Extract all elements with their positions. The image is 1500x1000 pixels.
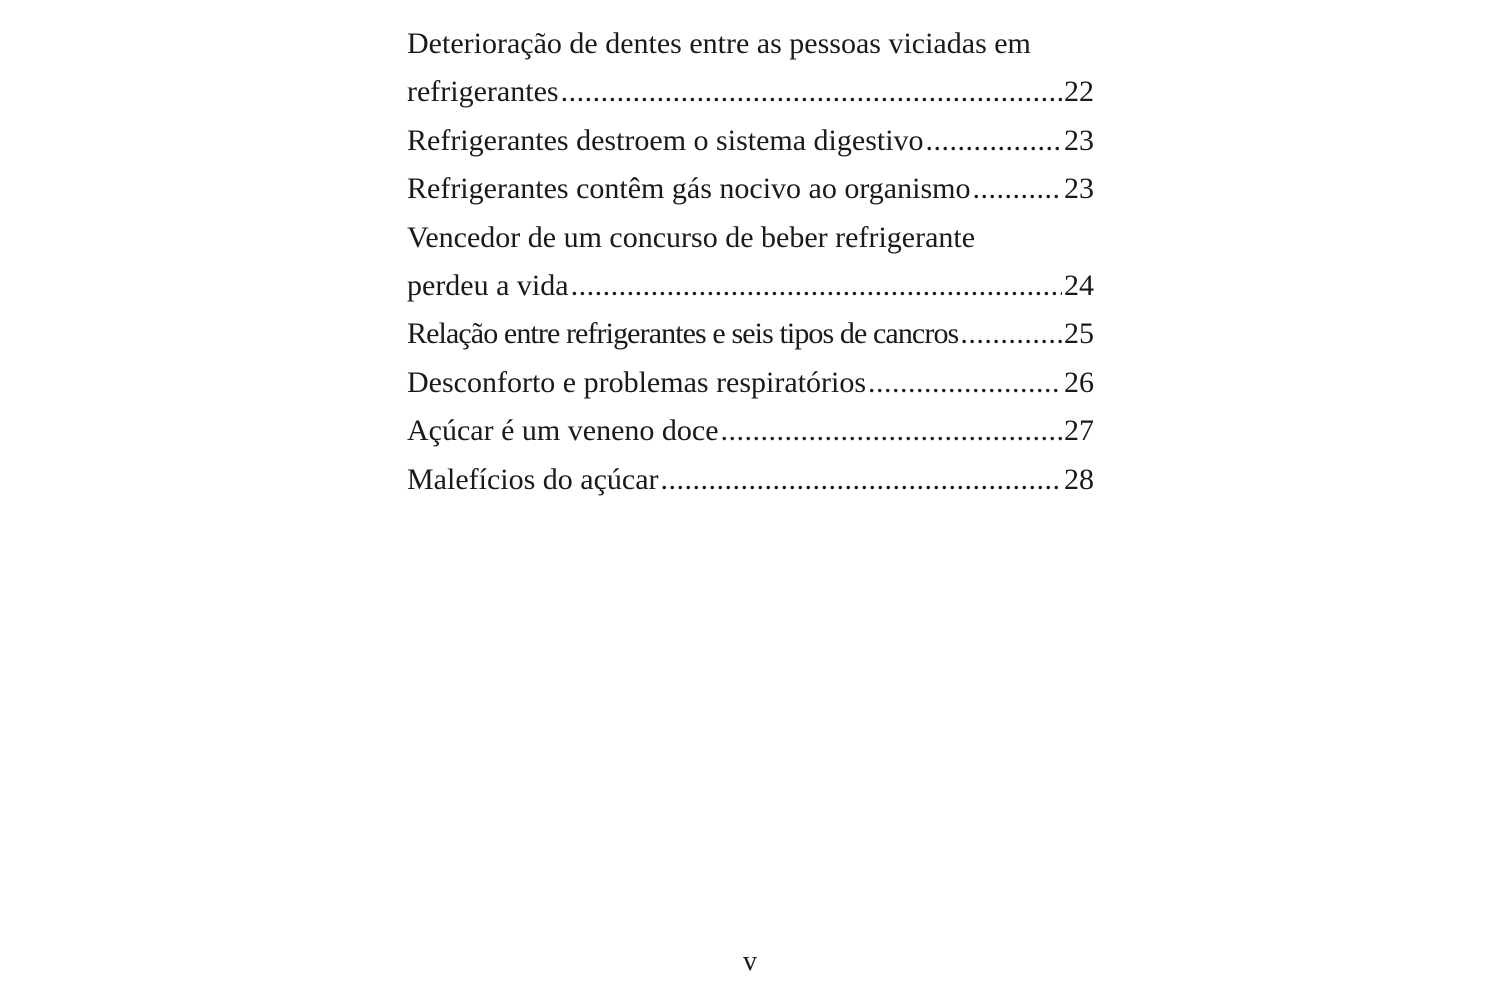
toc-entry-title: Relação entre refrigerantes e seis tipos de cancros — [407, 317, 959, 351]
page-number: v — [743, 946, 757, 977]
toc-entry-title: Refrigerantes contêm gás nocivo ao organismo — [407, 172, 971, 206]
toc-page-number: 24 — [1064, 268, 1094, 302]
toc-page-number: 27 — [1064, 414, 1094, 448]
toc-entry — [407, 117, 1094, 165]
toc-entry — [407, 214, 1094, 311]
toc-page-number: 26 — [1064, 365, 1094, 399]
toc-page-number: 25 — [1064, 317, 1094, 351]
toc-line — [407, 456, 1094, 504]
toc-page-number: 22 — [1064, 75, 1094, 109]
dot-leader — [972, 165, 1062, 213]
toc-page-number: 23 — [1064, 172, 1094, 206]
toc-entry-title: Açúcar é um veneno doce — [407, 414, 719, 448]
table-of-contents — [407, 20, 1094, 504]
toc-entry — [407, 456, 1094, 504]
dot-leader — [721, 407, 1062, 455]
toc-entry-title: perdeu a vida — [407, 268, 569, 302]
toc-line — [407, 310, 1094, 358]
toc-entry — [407, 20, 1094, 117]
toc-entry-title: Refrigerantes destroem o sistema digestivo — [407, 123, 924, 157]
toc-entry — [407, 165, 1094, 213]
dot-leader — [661, 456, 1062, 504]
toc-entry-title: refrigerantes — [407, 75, 559, 109]
toc-line — [407, 68, 1094, 116]
dot-leader — [561, 68, 1062, 116]
toc-entry — [407, 310, 1094, 358]
toc-page-number: 28 — [1064, 462, 1094, 496]
toc-line — [407, 20, 1094, 68]
toc-entry-title: Malefícios do açúcar — [407, 462, 659, 496]
toc-line — [407, 165, 1094, 213]
dot-leader — [960, 310, 1062, 358]
toc-line — [407, 214, 1094, 262]
toc-entry — [407, 359, 1094, 407]
toc-entry — [407, 407, 1094, 455]
toc-entry-title: Vencedor de um concurso de beber refrigerante — [407, 220, 976, 254]
toc-line — [407, 359, 1094, 407]
toc-page-number: 23 — [1064, 123, 1094, 157]
dot-leader — [926, 117, 1062, 165]
dot-leader — [868, 359, 1062, 407]
toc-entry-title: Deterioração de dentes entre as pessoas viciadas em — [407, 27, 1031, 60]
toc-line — [407, 407, 1094, 455]
toc-line — [407, 117, 1094, 165]
dot-leader — [571, 262, 1062, 310]
toc-entry-title: Desconforto e problemas respiratórios — [407, 365, 867, 399]
toc-line — [407, 262, 1094, 310]
